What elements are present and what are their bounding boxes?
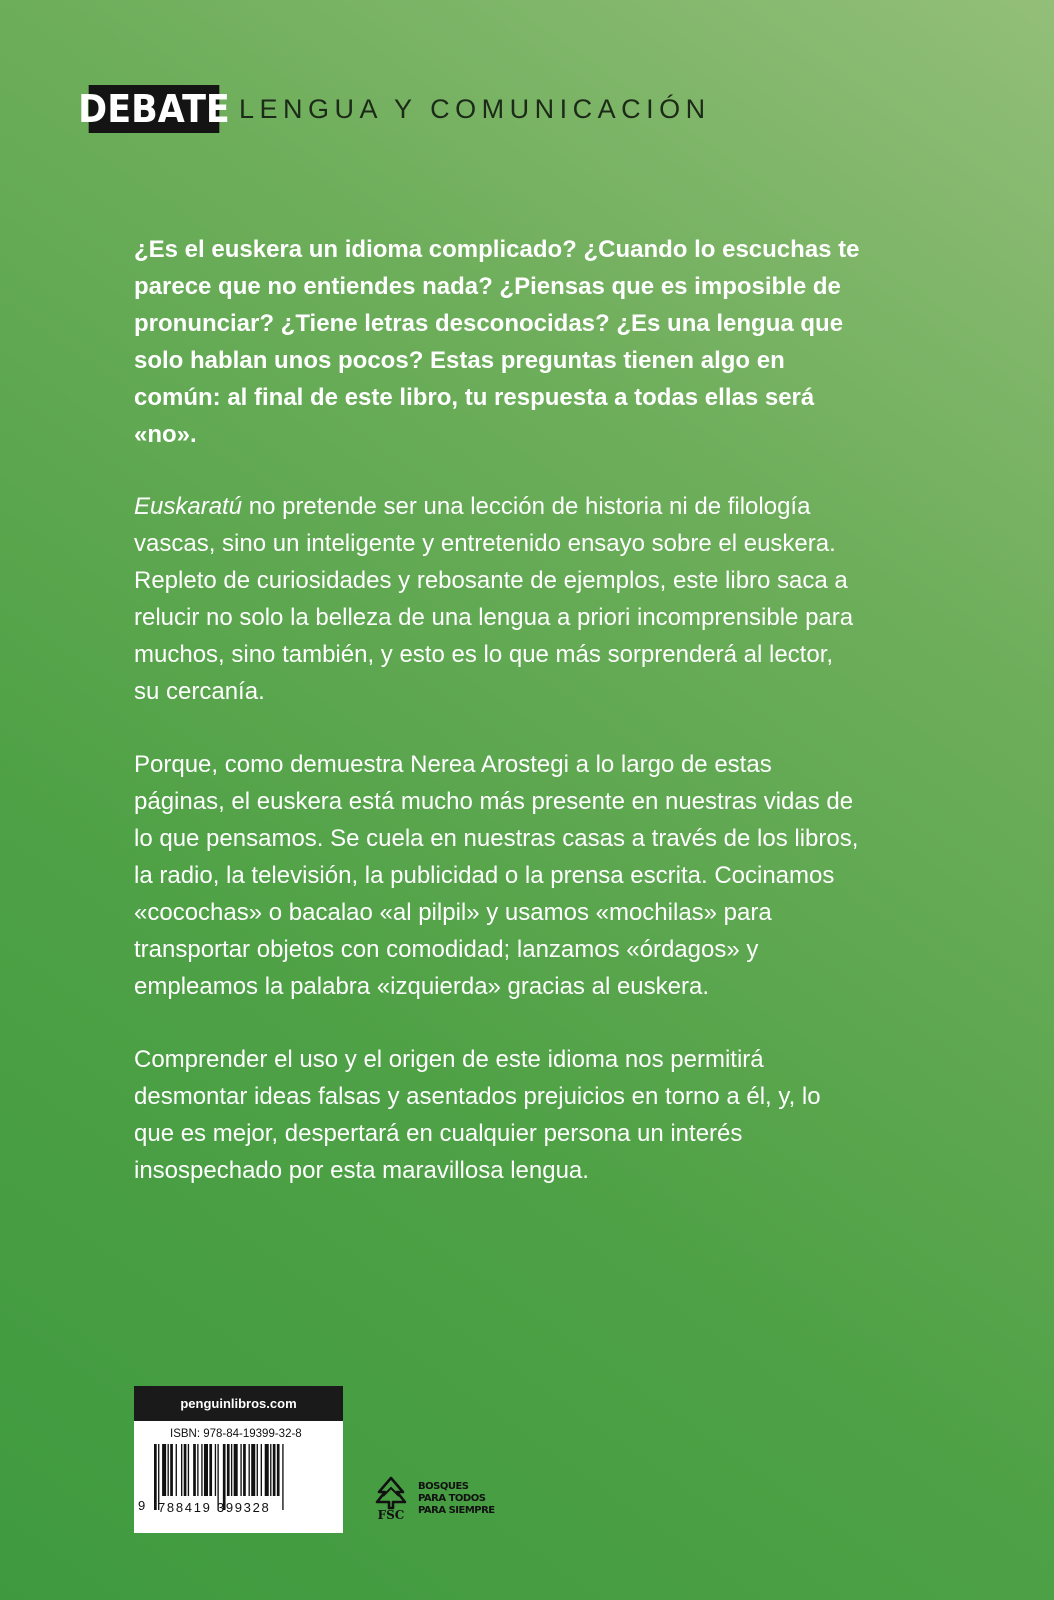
barcode-label — [134, 1386, 343, 1533]
barcode-bar — [282, 1444, 283, 1510]
barcode-bar — [277, 1444, 280, 1496]
barcode-bar — [234, 1444, 238, 1496]
fsc-slogan — [418, 1481, 495, 1517]
barcode-bar — [162, 1444, 166, 1496]
barcode-bar — [154, 1444, 157, 1510]
barcode-bar — [176, 1444, 177, 1496]
barcode-bar — [170, 1444, 173, 1496]
blurb-paragraph-1: ¿Es el euskera un idioma complicado? ¿Cuando lo escuchas te parece que no entiendes nada? ¿Piensas que es imposible de pronunciar? ¿Tiene letras desconocidas? ¿Es una lengua que solo hablan unos pocos? Estas preguntas tienen algo en común: al final de este libro, tu respuesta a todas ellas será «no». — [134, 236, 860, 448]
barcode-bar — [193, 1444, 196, 1496]
barcode-bar — [168, 1444, 169, 1496]
barcode-bar — [209, 1444, 212, 1496]
barcode-bar — [270, 1444, 271, 1496]
barcode-lead-digit: 9 — [138, 1498, 146, 1513]
blurb-paragraph-4: Comprender el uso y el origen de este idioma nos permitirá desmontar ideas falsas y asentados prejuicios en torno a él, y, lo que es mejor, despertará en cualquier persona un interés insospechado por esta maravillosa lengua. — [134, 1046, 821, 1184]
book-title: Euskaratú — [134, 493, 243, 520]
barcode-bar — [257, 1444, 258, 1496]
fsc-slogan-line-1: BOSQUES — [418, 1481, 469, 1492]
publisher-logo: DEBATE — [78, 87, 230, 131]
fsc-label: FSC — [377, 1508, 405, 1522]
fsc-slogan-line-2: PARA TODOS — [418, 1493, 486, 1504]
barcode-bar — [184, 1444, 187, 1496]
barcode-bar — [265, 1444, 269, 1496]
barcode-bar — [181, 1444, 182, 1496]
fsc-slogan-line-3: PARA SIEMPRE — [418, 1505, 495, 1516]
publisher-header — [78, 85, 711, 133]
barcode-bar — [249, 1444, 250, 1496]
barcode-bar — [201, 1444, 202, 1496]
isbn-text: ISBN: 978-84-19399-32-8 — [170, 1428, 302, 1440]
fsc-certification — [370, 1476, 495, 1522]
barcode-bar — [251, 1444, 255, 1496]
barcode-bar — [204, 1444, 208, 1496]
barcode-bar — [188, 1444, 189, 1496]
barcode-bar — [243, 1444, 246, 1496]
barcode-bar — [227, 1444, 230, 1496]
barcode-bar — [273, 1444, 276, 1496]
barcode-bar — [261, 1444, 262, 1496]
blurb-paragraph-2 — [134, 488, 864, 710]
blurb-paragraph-2-text: no pretende ser una lección de historia ni de filología vascas, sino un inteligente y entretenido ensayo sobre el euskera. Repleto de curiosidades y rebosante de ejemplos, este libro saca a relucir no solo la belleza de una lengua a priori incomprensible para muchos, sino también, y esto es lo que más sorprenderá al lector, su cercanía. — [134, 493, 854, 705]
fsc-tree-icon — [371, 1476, 411, 1510]
blurb-paragraph-3: Porque, como demuestra Nerea Arostegi a lo largo de estas páginas, el euskera está mucho más presente en nuestras vidas de lo que pensamos. Se cuela en nuestras casas a través de los libros, la radio, la televisión, la publicidad o la prensa escrita. Cocinamos «cocochas» o bacalao «al pilpil» y usamos «mochilas» para transportar objetos con comodidad; lanzamos «órdagos» y empleamos la palabra «izquierda» gracias al euskera. — [134, 751, 859, 1000]
barcode-bar — [240, 1444, 241, 1496]
barcode-bar — [197, 1444, 198, 1496]
publisher-website: penguinlibros.com — [134, 1386, 343, 1421]
barcode-bar — [215, 1444, 216, 1496]
barcode-digits: 788419 399328 — [158, 1500, 271, 1515]
barcode-bar — [231, 1444, 232, 1496]
collection-name: LENGUA Y COMUNICACIÓN — [239, 93, 711, 124]
